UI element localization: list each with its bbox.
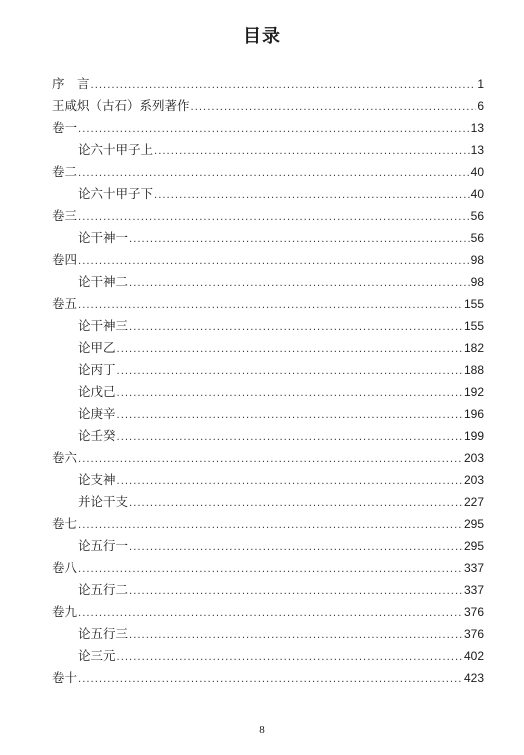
toc-page-number: 98 [470, 253, 484, 267]
toc-entry-title: 卷八 [52, 560, 78, 575]
toc-chapter-row[interactable] [52, 249, 484, 271]
toc-entry-title: 卷三 [52, 208, 78, 223]
toc-dot-leader [91, 75, 477, 97]
page-number: 8 [259, 724, 265, 736]
toc-section-row[interactable] [52, 425, 484, 447]
toc-entry-title: 论六十甲子下 [78, 186, 154, 201]
toc-chapter-row[interactable] [52, 513, 484, 535]
toc-page-number: 155 [463, 319, 484, 333]
toc-dot-leader [191, 97, 477, 119]
toc-entry-title: 卷一 [52, 120, 78, 135]
toc-page-number: 402 [463, 649, 484, 663]
toc-dot-leader [117, 339, 463, 361]
toc-entry-title: 论六十甲子上 [78, 142, 154, 157]
toc-page-number: 192 [463, 385, 484, 399]
toc-entry-title: 论支神 [78, 472, 116, 487]
toc-section-row[interactable] [52, 183, 484, 205]
toc-dot-leader [78, 603, 463, 625]
toc-page-number: 376 [463, 627, 484, 641]
toc-entry-title: 卷五 [52, 296, 78, 311]
toc-section-row[interactable] [52, 227, 484, 249]
toc-page-number: 203 [463, 451, 484, 465]
toc-entry-title: 序 言 [52, 76, 90, 91]
toc-dot-leader [117, 383, 463, 405]
toc-section-row[interactable] [52, 139, 484, 161]
toc-page-number: 6 [477, 99, 484, 113]
toc-entry-title: 论五行三 [78, 626, 129, 641]
toc-section-row[interactable] [52, 359, 484, 381]
toc-page-number: 376 [463, 605, 484, 619]
toc-entry-title: 论干神一 [78, 230, 129, 245]
toc-dot-leader [78, 669, 463, 691]
toc-page-number: 423 [463, 671, 484, 685]
toc-entry-title: 王咸炽（古石）系列著作 [52, 98, 190, 113]
toc-dot-leader [117, 427, 463, 449]
toc-page-number: 196 [463, 407, 484, 421]
toc-dot-leader [117, 361, 463, 383]
toc-page-number: 56 [470, 209, 484, 223]
toc-entry-title: 论丙丁 [78, 362, 116, 377]
toc-section-row[interactable] [52, 271, 484, 293]
toc-entry-title: 卷六 [52, 450, 78, 465]
toc-dot-leader [78, 559, 463, 581]
toc-chapter-row[interactable] [52, 205, 484, 227]
toc-section-row[interactable] [52, 645, 484, 667]
toc-dot-leader [117, 405, 463, 427]
toc-page-number: 337 [463, 561, 484, 575]
toc-page-number: 155 [463, 297, 484, 311]
toc-section-row[interactable] [52, 315, 484, 337]
toc-dot-leader [78, 295, 463, 317]
toc-dot-leader [129, 493, 463, 515]
toc-section-row[interactable] [52, 623, 484, 645]
toc-dot-leader [129, 273, 470, 295]
toc-page-number: 203 [463, 473, 484, 487]
toc-chapter-row[interactable] [52, 667, 484, 689]
toc-entry-title: 论五行二 [78, 582, 129, 597]
toc-section-row[interactable] [52, 403, 484, 425]
toc-dot-leader [78, 251, 470, 273]
toc-dot-leader [154, 141, 470, 163]
table-of-contents [52, 73, 484, 689]
toc-dot-leader [78, 207, 470, 229]
toc-chapter-row[interactable] [52, 601, 484, 623]
toc-entry-title: 论甲乙 [78, 340, 116, 355]
toc-dot-leader [129, 625, 463, 647]
toc-page-number: 56 [470, 231, 484, 245]
toc-entry-title: 论干神二 [78, 274, 129, 289]
toc-page-number: 295 [463, 517, 484, 531]
toc-page-number: 199 [463, 429, 484, 443]
toc-page-number: 40 [470, 187, 484, 201]
toc-dot-leader [129, 229, 470, 251]
toc-chapter-row[interactable] [52, 293, 484, 315]
toc-entry-title: 卷四 [52, 252, 78, 267]
toc-page-number: 188 [463, 363, 484, 377]
toc-entry-title: 卷二 [52, 164, 78, 179]
toc-chapter-row[interactable] [52, 95, 484, 117]
toc-chapter-row[interactable] [52, 161, 484, 183]
toc-entry-title: 论五行一 [78, 538, 129, 553]
toc-dot-leader [117, 647, 463, 669]
toc-dot-leader [129, 581, 463, 603]
toc-dot-leader [129, 537, 463, 559]
toc-chapter-row[interactable] [52, 557, 484, 579]
toc-dot-leader [154, 185, 470, 207]
toc-page-number: 1 [477, 77, 484, 91]
toc-page-number: 295 [463, 539, 484, 553]
toc-section-row[interactable] [52, 337, 484, 359]
toc-section-row[interactable] [52, 491, 484, 513]
toc-entry-title: 论庚辛 [78, 406, 116, 421]
toc-page-number: 13 [470, 143, 484, 157]
toc-dot-leader [78, 449, 463, 471]
toc-entry-title: 论戊己 [78, 384, 116, 399]
toc-section-row[interactable] [52, 469, 484, 491]
toc-section-row[interactable] [52, 381, 484, 403]
page-title: 目录 [243, 26, 281, 47]
toc-dot-leader [78, 163, 470, 185]
toc-chapter-row[interactable] [52, 117, 484, 139]
toc-section-row[interactable] [52, 535, 484, 557]
toc-dot-leader [78, 515, 463, 537]
toc-dot-leader [129, 317, 463, 339]
toc-page-number: 98 [470, 275, 484, 289]
toc-chapter-row[interactable] [52, 447, 484, 469]
toc-chapter-row[interactable] [52, 73, 484, 95]
toc-page-number: 227 [463, 495, 484, 509]
toc-page-number: 182 [463, 341, 484, 355]
toc-entry-title: 论三元 [78, 648, 116, 663]
toc-entry-title: 卷十 [52, 670, 78, 685]
toc-dot-leader [78, 119, 470, 141]
toc-entry-title: 论干神三 [78, 318, 129, 333]
toc-entry-title: 并论干支 [78, 494, 129, 509]
toc-entry-title: 论壬癸 [78, 428, 116, 443]
toc-page-number: 337 [463, 583, 484, 597]
toc-dot-leader [117, 471, 463, 493]
toc-page-number: 40 [470, 165, 484, 179]
toc-page-number: 13 [470, 121, 484, 135]
toc-entry-title: 卷九 [52, 604, 78, 619]
toc-section-row[interactable] [52, 579, 484, 601]
toc-entry-title: 卷七 [52, 516, 78, 531]
